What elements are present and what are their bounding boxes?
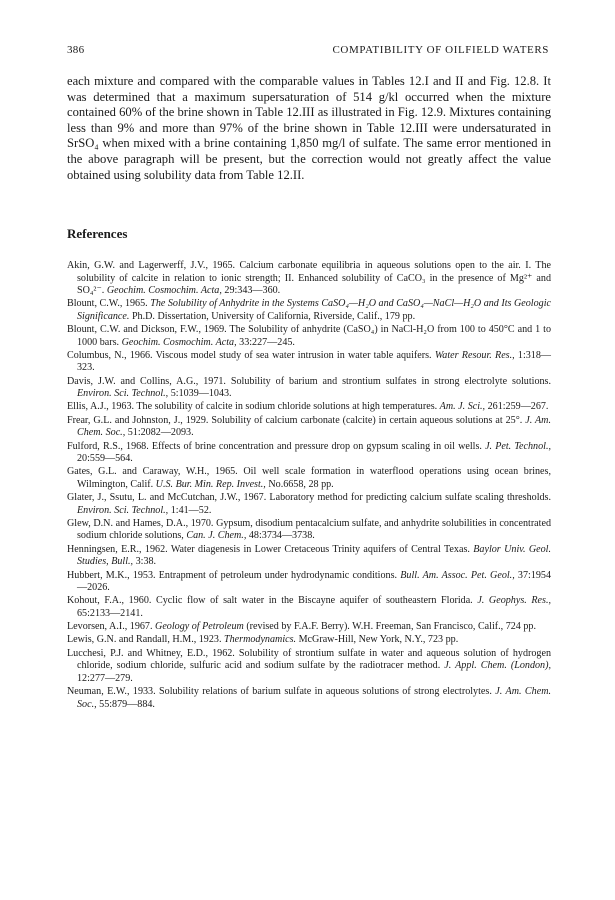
reference-entry <box>67 570 551 595</box>
reference-source: Am. J. Sci., <box>439 401 486 413</box>
reference-text: Blount, C.W. and Dickson, F.W., 1969. The Solubility of anhydrite (CaSO₄) in NaCl-H₂O from 100 to 450°C and 1 to 1000 bars. <box>67 324 551 348</box>
reference-source: Geology of Petroleum <box>155 621 244 633</box>
reference-text: Blount, C.W., 1965. <box>67 298 151 310</box>
reference-source: Environ. Sci. Technol., <box>77 388 169 400</box>
reference-pages: No.6658, 28 pp. <box>265 478 334 490</box>
reference-pages: 33:227—245. <box>236 336 295 348</box>
reference-source: J. Geophys. Res., <box>477 595 551 607</box>
reference-pages: 261:259—267. <box>485 401 549 413</box>
reference-pages: 51:2082—2093. <box>125 427 194 439</box>
reference-text: Akin, G.W. and Lagerwerff, J.V., 1965. Calcium carbonate equilibria in aqueous solutions open to the air. I. The solubility of calcite in relation to ionic strength; II. Enhanced solubility of CaCO₃ in the presence of Mg²⁺ and SO₄²⁻. <box>67 260 551 296</box>
reference-pages: 48:3734—3738. <box>246 530 315 542</box>
reference-text: Ellis, A.J., 1963. The solubility of calcite in sodium chloride solutions at high temperatures. <box>67 401 440 413</box>
reference-entry <box>67 324 551 349</box>
reference-entry <box>67 415 551 440</box>
reference-source: U.S. Bur. Min. Rep. Invest., <box>155 478 266 490</box>
reference-source: Can. J. Chem., <box>186 530 247 542</box>
reference-entry <box>67 350 551 375</box>
reference-entry <box>67 595 551 620</box>
reference-list <box>67 260 551 712</box>
reference-pages: 3:38. <box>133 556 157 568</box>
reference-source: Water Resour. Res., <box>434 349 515 361</box>
page-header <box>67 44 549 58</box>
reference-text: Levorsen, A.I., 1967. <box>67 621 156 633</box>
reference-text: Frear, G.L. and Johnston, J., 1929. Solubility of calcium carbonate (calcite) in certain aqueous solutions at 25°. <box>67 414 526 426</box>
reference-text: Fulford, R.S., 1968. Effects of brine concentration and pressure drop on gypsum scaling in oil wells. <box>67 440 486 452</box>
reference-entry <box>67 648 551 686</box>
reference-source: J. Am. Chem. Soc., <box>77 686 552 710</box>
running-title: COMPATIBILITY OF OILFIELD WATERS <box>332 44 549 56</box>
reference-pages: (revised by F.A.F. Berry). W.H. Freeman, San Francisco, Calif., 724 pp. <box>243 621 536 633</box>
reference-entry <box>67 518 551 543</box>
reference-source: J. Pet. Technol., <box>485 440 551 452</box>
reference-source: Geochim. Cosmochim. Acta, <box>121 336 237 348</box>
reference-entry <box>67 401 551 414</box>
references-heading: References <box>67 226 128 241</box>
page-number: 386 <box>67 44 85 56</box>
reference-text: Glew, D.N. and Hames, D.A., 1970. Gypsum, disodium pentacalcium sulfate, and anhydrite solubilities in concentrated sodium chloride solutions, <box>67 517 551 542</box>
reference-pages: 5:1039—1043. <box>168 388 232 400</box>
reference-text: Lewis, G.N. and Randall, H.M., 1923. <box>67 634 224 646</box>
reference-text: Lucchesi, P.J. and Whitney, E.D., 1962. Solubility of strontium sulfate in water and aqueous solution of hydrogen chloride, sodium chloride, sulfuric acid and sodium sulfate by the radiotracer method. <box>67 647 551 672</box>
reference-pages: 29:343—360. <box>221 285 281 296</box>
reference-pages: Ph.D. Dissertation, University of California, Riverside, Calif., 179 pp. <box>129 310 416 322</box>
reference-text: Neuman, E.W., 1933. Solubility relations of barium sulfate in aqueous solutions of strong electrolytes. <box>67 686 496 698</box>
reference-pages: 20:559—564. <box>77 453 133 465</box>
reference-pages: 65:2133—2141. <box>77 607 143 619</box>
reference-pages: 12:277—279. <box>77 672 133 684</box>
reference-entry <box>67 466 551 491</box>
reference-entry <box>67 260 551 298</box>
reference-entry <box>67 298 551 323</box>
reference-entry <box>67 686 551 711</box>
reference-text: Gates, G.L. and Caraway, W.H., 1965. Oil well scale formation in waterflood operations using ocean brines, Wilmington, Calif. <box>67 466 551 490</box>
reference-source: J. Appl. Chem. (London), <box>444 660 551 672</box>
reference-source: Environ. Sci. Technol., <box>77 504 169 516</box>
reference-entry <box>67 621 551 634</box>
reference-pages: 37:1954—2026. <box>77 569 552 594</box>
body-paragraph: each mixture and compared with the comparable values in Tables 12.I and II and Fig. 12.8. It was determined that a maximum supersaturation of 514 g/kl occurred when the mixture contained 60% of the brine shown in Table 12.III as illustrated in Fig. 12.9. Mixtures containing less than 9% and more than 97% of the brine shown in Table 12.III were undersaturated in SrSO₄ when mixed with a brine containing 1,850 mg/l of sulfate. The same error mentioned in the above paragraph will be present, but the correction would not greatly affect the value obtained using solubility data from Table 12.II. <box>67 74 552 182</box>
reference-source: Geochim. Cosmochim. Acta, <box>106 285 222 296</box>
reference-source: J. Am. Chem. Soc., <box>77 414 551 439</box>
reference-source: Thermodynamics. <box>224 634 297 646</box>
reference-entry <box>67 544 551 569</box>
reference-entry <box>67 376 551 401</box>
reference-text: Hubbert, M.K., 1953. Entrapment of petroleum under hydrodynamic conditions. <box>67 569 401 581</box>
reference-entry <box>67 492 551 517</box>
reference-source: Bull. Am. Assoc. Pet. Geol., <box>400 569 515 581</box>
reference-text: Glater, J., Ssutu, L. and McCutchan, J.W., 1967. Laboratory method for predicting calcium sulfate scaling thresholds. <box>67 492 551 504</box>
reference-pages: 55:879—884. <box>96 698 155 710</box>
reference-source: The Solubility of Anhydrite in the Systems CaSO₄—H₂O and CaSO₄—NaCl—H₂O and Its Geologic Significance. <box>77 298 551 322</box>
reference-pages: 1:318—323. <box>77 349 551 374</box>
reference-entry <box>67 441 551 466</box>
reference-text: Davis, J.W. and Collins, A.G., 1971. Solubility of barium and strontium sulfates in strong electrolyte solutions. <box>67 375 551 387</box>
reference-text: Kohout, F.A., 1960. Cyclic flow of salt water in the Biscayne aquifer of southeastern Florida. <box>67 595 478 607</box>
reference-entry <box>67 634 551 647</box>
reference-text: Henningsen, E.R., 1962. Water diagenesis in Lower Cretaceous Trinity aquifers of Central Texas. <box>67 543 474 555</box>
reference-text: Columbus, N., 1966. Viscous model study of sea water intrusion in water table aquifers. <box>67 349 435 361</box>
reference-pages: McGraw-Hill, New York, N.Y., 723 pp. <box>296 634 459 646</box>
reference-pages: 1:41—52. <box>168 504 212 516</box>
reference-source: Baylor Univ. Geol. Studies, Bull., <box>77 543 552 568</box>
